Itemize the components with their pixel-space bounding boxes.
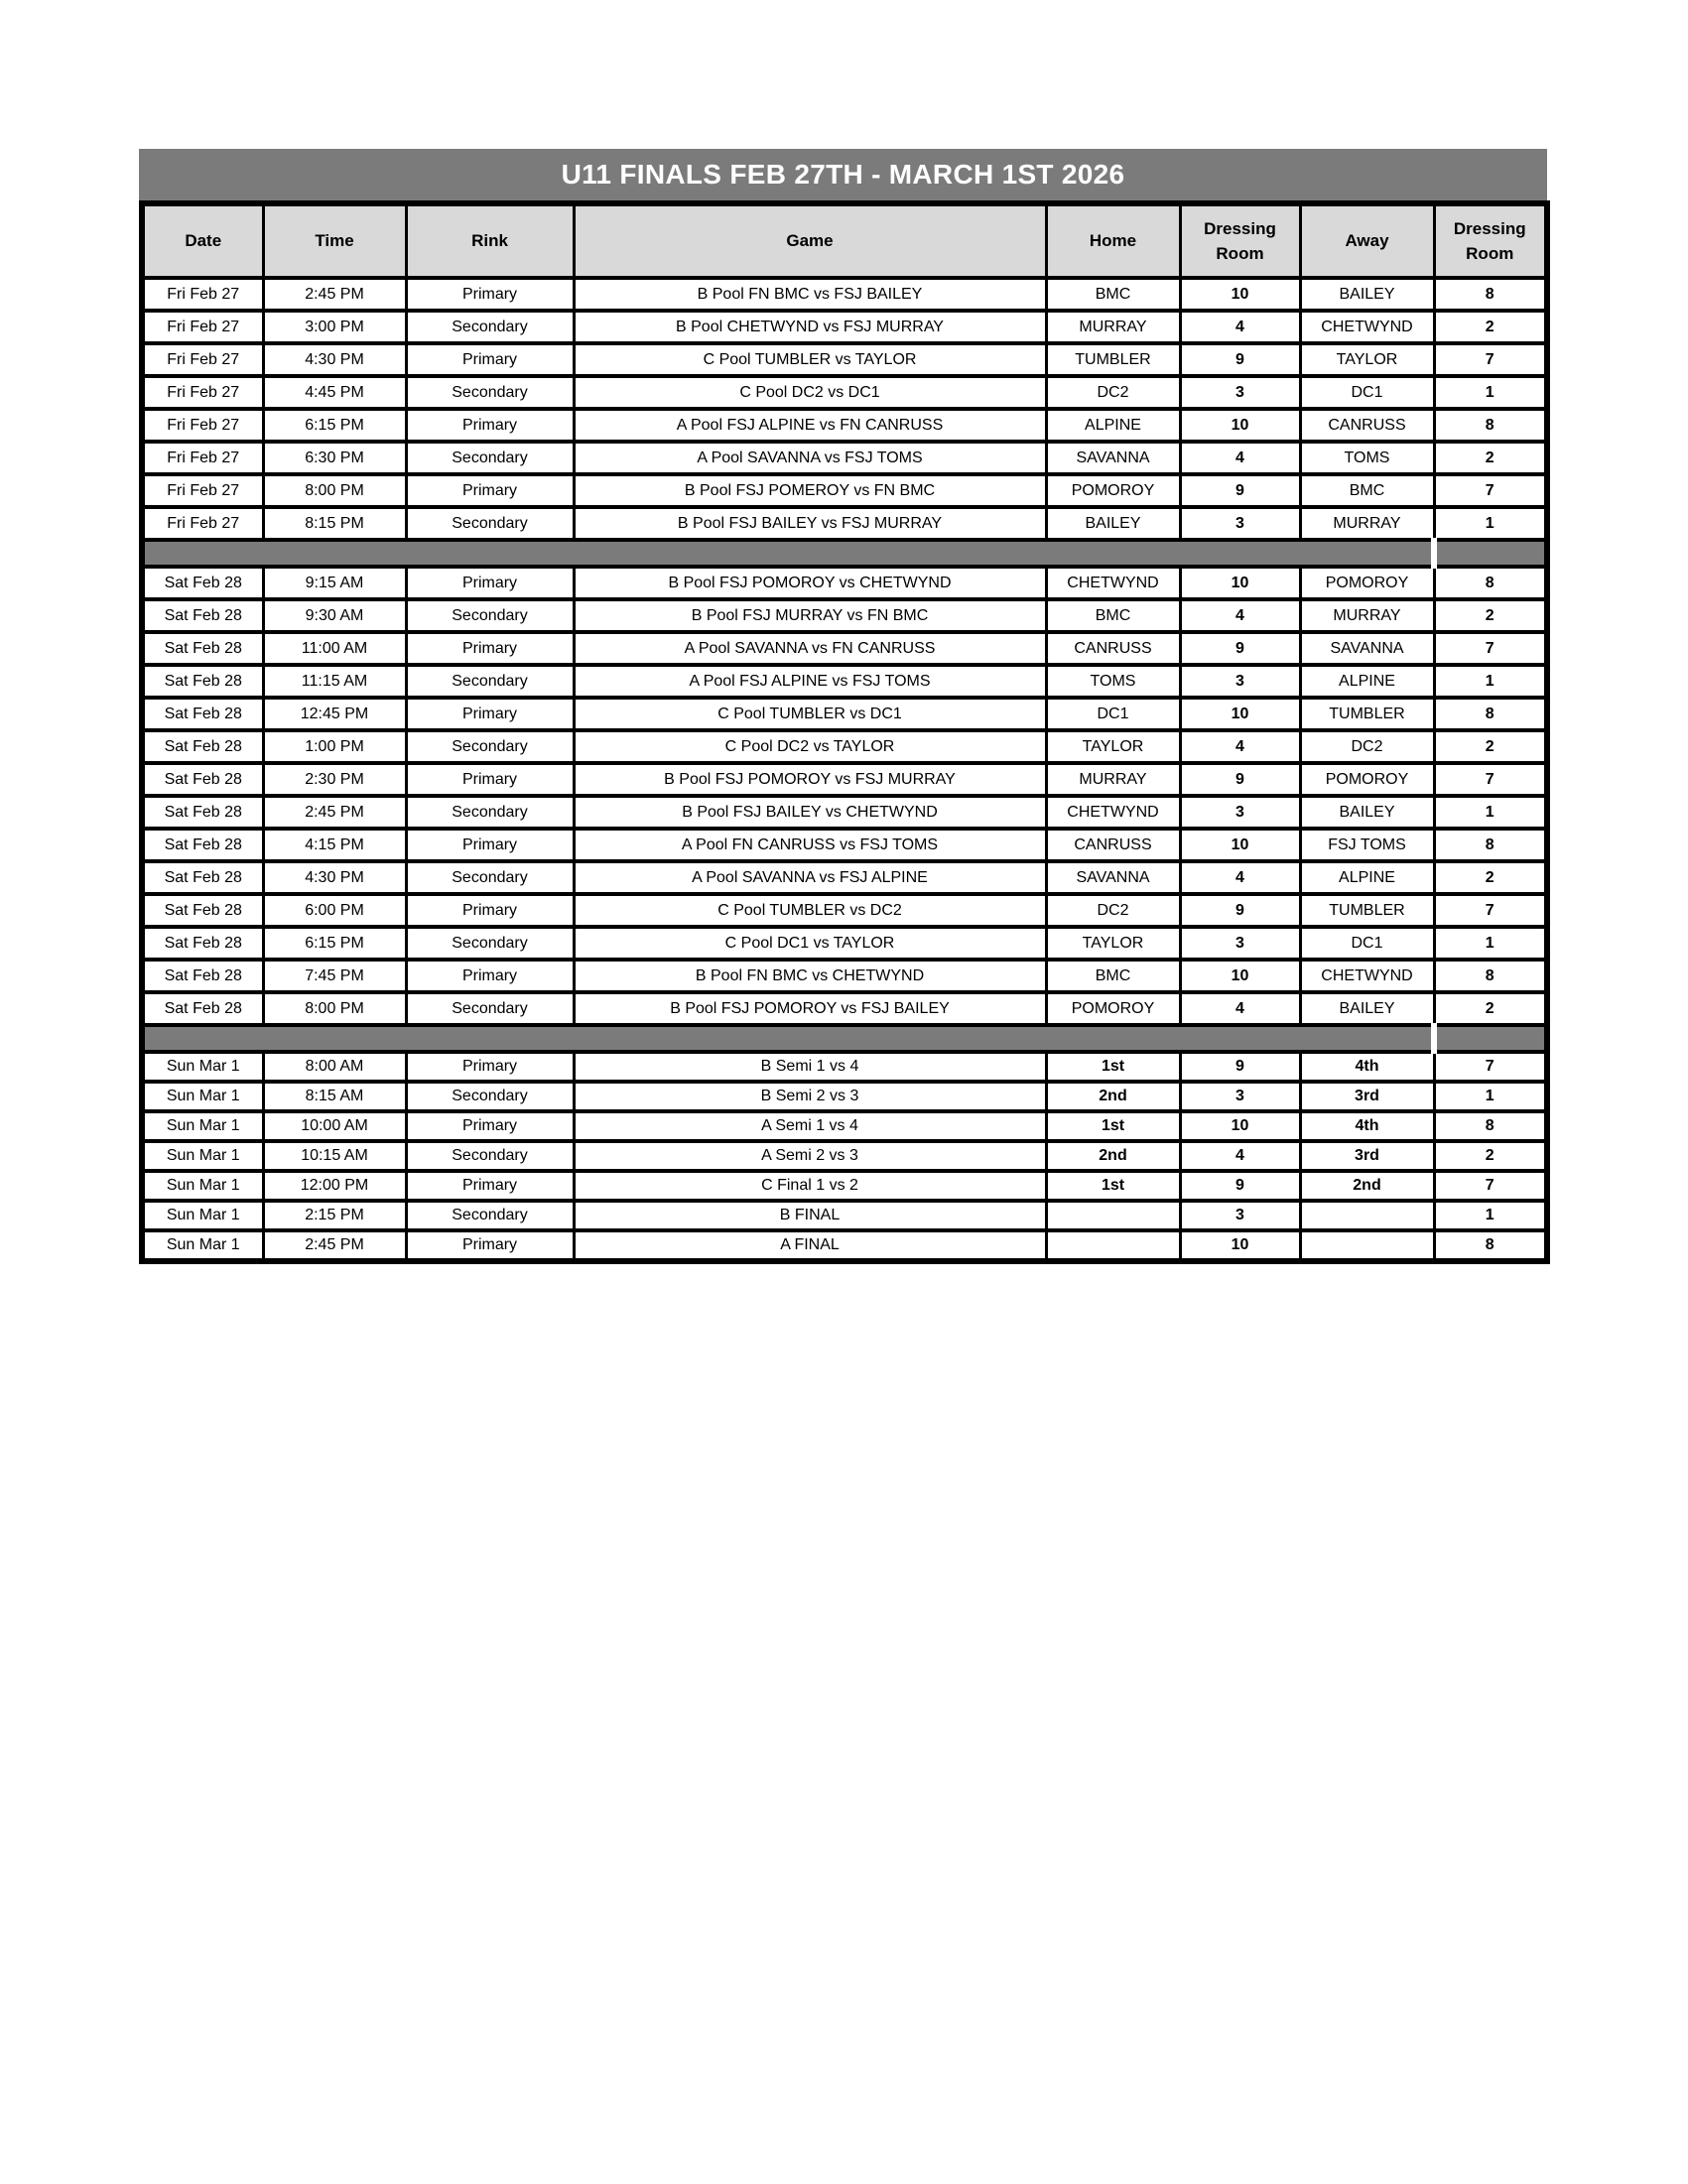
cell-game: B Pool FSJ BAILEY vs CHETWYND	[574, 796, 1046, 829]
cell-dressing-room-away: 2	[1434, 599, 1547, 632]
cell-away: DC1	[1300, 927, 1434, 960]
cell-time: 9:15 AM	[263, 567, 406, 599]
col-header-away: Away	[1300, 203, 1434, 278]
col-header-home: Home	[1046, 203, 1180, 278]
cell-time: 8:00 AM	[263, 1052, 406, 1082]
cell-dressing-room-away: 1	[1434, 1082, 1547, 1111]
cell-game: B Pool FN BMC vs CHETWYND	[574, 960, 1046, 992]
cell-dressing-room-away: 7	[1434, 1052, 1547, 1082]
cell-dressing-room-away: 2	[1434, 992, 1547, 1025]
cell-time: 12:45 PM	[263, 698, 406, 730]
cell-date: Sun Mar 1	[142, 1052, 263, 1082]
cell-dressing-room-home: 9	[1180, 763, 1300, 796]
cell-dressing-room-home: 4	[1180, 861, 1300, 894]
cell-date: Sun Mar 1	[142, 1230, 263, 1261]
cell-rink: Primary	[406, 567, 574, 599]
table-row	[142, 1111, 1547, 1141]
title-banner	[139, 149, 1547, 200]
cell-away: CHETWYND	[1300, 960, 1434, 992]
cell-time: 6:00 PM	[263, 894, 406, 927]
day-separator	[142, 540, 1547, 567]
cell-date: Sat Feb 28	[142, 665, 263, 698]
cell-time: 4:30 PM	[263, 343, 406, 376]
cell-dressing-room-home: 4	[1180, 311, 1300, 343]
cell-dressing-room-home: 4	[1180, 599, 1300, 632]
cell-time: 12:00 PM	[263, 1171, 406, 1201]
cell-away: SAVANNA	[1300, 632, 1434, 665]
cell-away: DC2	[1300, 730, 1434, 763]
cell-time: 7:45 PM	[263, 960, 406, 992]
table-row	[142, 861, 1547, 894]
cell-home: CANRUSS	[1046, 632, 1180, 665]
cell-home: 2nd	[1046, 1082, 1180, 1111]
table-row	[142, 1141, 1547, 1171]
cell-away: POMOROY	[1300, 763, 1434, 796]
cell-rink: Secondary	[406, 311, 574, 343]
cell-dressing-room-home: 4	[1180, 992, 1300, 1025]
col-header-dressing-room-away: Dressing Room	[1434, 203, 1547, 278]
cell-date: Sun Mar 1	[142, 1111, 263, 1141]
cell-dressing-room-home: 3	[1180, 507, 1300, 540]
cell-away: MURRAY	[1300, 599, 1434, 632]
col-header-date: Date	[142, 203, 263, 278]
cell-away: 3rd	[1300, 1082, 1434, 1111]
cell-dressing-room-away: 8	[1434, 409, 1547, 442]
cell-away: CANRUSS	[1300, 409, 1434, 442]
cell-date: Fri Feb 27	[142, 442, 263, 474]
cell-time: 4:15 PM	[263, 829, 406, 861]
cell-rink: Primary	[406, 343, 574, 376]
cell-away: ALPINE	[1300, 665, 1434, 698]
cell-home: ALPINE	[1046, 409, 1180, 442]
cell-game: C Pool TUMBLER vs DC1	[574, 698, 1046, 730]
cell-date: Sat Feb 28	[142, 861, 263, 894]
cell-home: CANRUSS	[1046, 829, 1180, 861]
table-row	[142, 442, 1547, 474]
cell-date: Fri Feb 27	[142, 376, 263, 409]
cell-home: BMC	[1046, 278, 1180, 311]
cell-date: Sun Mar 1	[142, 1171, 263, 1201]
day-separator-bar-end	[1434, 1025, 1547, 1052]
cell-date: Fri Feb 27	[142, 409, 263, 442]
cell-rink: Primary	[406, 698, 574, 730]
cell-time: 2:45 PM	[263, 796, 406, 829]
cell-game: C Pool TUMBLER vs DC2	[574, 894, 1046, 927]
table-row	[142, 409, 1547, 442]
cell-dressing-room-home: 3	[1180, 1201, 1300, 1230]
cell-time: 2:30 PM	[263, 763, 406, 796]
cell-time: 2:15 PM	[263, 1201, 406, 1230]
cell-dressing-room-away: 1	[1434, 376, 1547, 409]
cell-date: Fri Feb 27	[142, 474, 263, 507]
table-row	[142, 311, 1547, 343]
cell-game: A Pool FN CANRUSS vs FSJ TOMS	[574, 829, 1046, 861]
cell-rink: Secondary	[406, 1201, 574, 1230]
header-row	[142, 203, 1547, 278]
cell-home: BAILEY	[1046, 507, 1180, 540]
cell-dressing-room-away: 1	[1434, 507, 1547, 540]
cell-date: Sat Feb 28	[142, 960, 263, 992]
col-header-time: Time	[263, 203, 406, 278]
cell-date: Sat Feb 28	[142, 632, 263, 665]
cell-game: B Pool FN BMC vs FSJ BAILEY	[574, 278, 1046, 311]
cell-away: CHETWYND	[1300, 311, 1434, 343]
table-row	[142, 665, 1547, 698]
cell-dressing-room-away: 1	[1434, 1201, 1547, 1230]
cell-time: 10:00 AM	[263, 1111, 406, 1141]
cell-game: B Pool FSJ POMEROY vs FN BMC	[574, 474, 1046, 507]
cell-away: 3rd	[1300, 1141, 1434, 1171]
cell-dressing-room-home: 10	[1180, 278, 1300, 311]
cell-away: BAILEY	[1300, 992, 1434, 1025]
cell-game: A Pool FSJ ALPINE vs FN CANRUSS	[574, 409, 1046, 442]
cell-dressing-room-home: 10	[1180, 829, 1300, 861]
cell-game: B Pool CHETWYND vs FSJ MURRAY	[574, 311, 1046, 343]
cell-game: A Pool SAVANNA vs FSJ TOMS	[574, 442, 1046, 474]
cell-away: TUMBLER	[1300, 698, 1434, 730]
cell-dressing-room-home: 3	[1180, 665, 1300, 698]
cell-rink: Primary	[406, 1230, 574, 1261]
cell-time: 6:15 PM	[263, 927, 406, 960]
cell-time: 8:15 PM	[263, 507, 406, 540]
cell-time: 11:00 AM	[263, 632, 406, 665]
cell-game: B Semi 1 vs 4	[574, 1052, 1046, 1082]
cell-game: B Semi 2 vs 3	[574, 1082, 1046, 1111]
cell-game: B Pool FSJ POMOROY vs CHETWYND	[574, 567, 1046, 599]
cell-rink: Primary	[406, 278, 574, 311]
cell-rink: Primary	[406, 409, 574, 442]
cell-game: B Pool FSJ POMOROY vs FSJ MURRAY	[574, 763, 1046, 796]
cell-rink: Secondary	[406, 507, 574, 540]
cell-time: 11:15 AM	[263, 665, 406, 698]
cell-rink: Secondary	[406, 1082, 574, 1111]
cell-home: TAYLOR	[1046, 730, 1180, 763]
cell-rink: Secondary	[406, 665, 574, 698]
cell-home: POMOROY	[1046, 992, 1180, 1025]
cell-home: BMC	[1046, 599, 1180, 632]
cell-date: Sat Feb 28	[142, 730, 263, 763]
cell-dressing-room-home: 9	[1180, 1052, 1300, 1082]
cell-time: 2:45 PM	[263, 1230, 406, 1261]
cell-date: Fri Feb 27	[142, 343, 263, 376]
table-row	[142, 1230, 1547, 1261]
cell-time: 9:30 AM	[263, 599, 406, 632]
table-row	[142, 763, 1547, 796]
table-row	[142, 1201, 1547, 1230]
day-separator-bar	[142, 540, 1434, 567]
cell-rink: Secondary	[406, 796, 574, 829]
cell-away: ALPINE	[1300, 861, 1434, 894]
cell-time: 6:30 PM	[263, 442, 406, 474]
cell-home: DC1	[1046, 698, 1180, 730]
cell-date: Sun Mar 1	[142, 1082, 263, 1111]
cell-rink: Secondary	[406, 927, 574, 960]
cell-home: CHETWYND	[1046, 567, 1180, 599]
cell-home: 1st	[1046, 1052, 1180, 1082]
cell-game: B Pool FSJ POMOROY vs FSJ BAILEY	[574, 992, 1046, 1025]
cell-rink: Primary	[406, 632, 574, 665]
cell-rink: Secondary	[406, 730, 574, 763]
cell-date: Sat Feb 28	[142, 567, 263, 599]
cell-date: Sat Feb 28	[142, 698, 263, 730]
cell-away: 2nd	[1300, 1171, 1434, 1201]
cell-dressing-room-away: 1	[1434, 927, 1547, 960]
cell-away: POMOROY	[1300, 567, 1434, 599]
day-separator-bar	[142, 1025, 1434, 1052]
cell-rink: Primary	[406, 829, 574, 861]
cell-home: SAVANNA	[1046, 861, 1180, 894]
col-header-dressing-room-home: Dressing Room	[1180, 203, 1300, 278]
col-header-game: Game	[574, 203, 1046, 278]
cell-dressing-room-home: 3	[1180, 376, 1300, 409]
table-row	[142, 343, 1547, 376]
cell-dressing-room-away: 7	[1434, 474, 1547, 507]
cell-game: C Final 1 vs 2	[574, 1171, 1046, 1201]
cell-home: DC2	[1046, 376, 1180, 409]
cell-away: TOMS	[1300, 442, 1434, 474]
cell-dressing-room-away: 2	[1434, 1141, 1547, 1171]
cell-game: A Pool FSJ ALPINE vs FSJ TOMS	[574, 665, 1046, 698]
table-row	[142, 927, 1547, 960]
table-row	[142, 796, 1547, 829]
cell-dressing-room-away: 8	[1434, 960, 1547, 992]
cell-rink: Primary	[406, 894, 574, 927]
cell-date: Sat Feb 28	[142, 927, 263, 960]
cell-rink: Secondary	[406, 992, 574, 1025]
cell-game: B FINAL	[574, 1201, 1046, 1230]
cell-dressing-room-home: 10	[1180, 409, 1300, 442]
cell-date: Fri Feb 27	[142, 507, 263, 540]
cell-date: Sun Mar 1	[142, 1201, 263, 1230]
cell-dressing-room-away: 8	[1434, 1111, 1547, 1141]
page-title: U11 FINALS FEB 27TH - MARCH 1ST 2026	[561, 159, 1125, 190]
cell-dressing-room-home: 10	[1180, 960, 1300, 992]
cell-home: 2nd	[1046, 1141, 1180, 1171]
cell-dressing-room-home: 9	[1180, 894, 1300, 927]
table-row	[142, 1171, 1547, 1201]
cell-date: Sat Feb 28	[142, 894, 263, 927]
cell-away: 4th	[1300, 1052, 1434, 1082]
cell-rink: Secondary	[406, 861, 574, 894]
cell-dressing-room-home: 10	[1180, 567, 1300, 599]
cell-game: C Pool TUMBLER vs TAYLOR	[574, 343, 1046, 376]
cell-dressing-room-home: 9	[1180, 1171, 1300, 1201]
cell-rink: Primary	[406, 763, 574, 796]
cell-time: 4:30 PM	[263, 861, 406, 894]
cell-home	[1046, 1230, 1180, 1261]
cell-game: B Pool FSJ MURRAY vs FN BMC	[574, 599, 1046, 632]
cell-dressing-room-away: 8	[1434, 567, 1547, 599]
cell-away: 4th	[1300, 1111, 1434, 1141]
cell-dressing-room-home: 3	[1180, 927, 1300, 960]
table-row	[142, 960, 1547, 992]
cell-dressing-room-away: 2	[1434, 311, 1547, 343]
cell-game: B Pool FSJ BAILEY vs FSJ MURRAY	[574, 507, 1046, 540]
cell-dressing-room-home: 10	[1180, 1230, 1300, 1261]
cell-time: 2:45 PM	[263, 278, 406, 311]
table-row	[142, 992, 1547, 1025]
cell-home: TAYLOR	[1046, 927, 1180, 960]
cell-home: TOMS	[1046, 665, 1180, 698]
table-row	[142, 1052, 1547, 1082]
cell-dressing-room-home: 4	[1180, 1141, 1300, 1171]
cell-dressing-room-away: 7	[1434, 894, 1547, 927]
day-separator-bar-end	[1434, 540, 1547, 567]
table-row	[142, 278, 1547, 311]
cell-away: BAILEY	[1300, 796, 1434, 829]
col-header-rink: Rink	[406, 203, 574, 278]
table-row	[142, 567, 1547, 599]
cell-home: 1st	[1046, 1171, 1180, 1201]
cell-date: Sat Feb 28	[142, 992, 263, 1025]
cell-rink: Primary	[406, 1171, 574, 1201]
cell-rink: Secondary	[406, 442, 574, 474]
cell-home: POMOROY	[1046, 474, 1180, 507]
cell-away	[1300, 1201, 1434, 1230]
schedule-table	[139, 200, 1550, 1264]
cell-time: 4:45 PM	[263, 376, 406, 409]
cell-dressing-room-home: 9	[1180, 343, 1300, 376]
cell-date: Sat Feb 28	[142, 763, 263, 796]
cell-away: DC1	[1300, 376, 1434, 409]
table-row	[142, 730, 1547, 763]
table-row	[142, 698, 1547, 730]
cell-dressing-room-away: 7	[1434, 632, 1547, 665]
cell-home: 1st	[1046, 1111, 1180, 1141]
cell-dressing-room-away: 1	[1434, 796, 1547, 829]
cell-away: MURRAY	[1300, 507, 1434, 540]
cell-home	[1046, 1201, 1180, 1230]
cell-rink: Primary	[406, 474, 574, 507]
table-row	[142, 1082, 1547, 1111]
cell-date: Fri Feb 27	[142, 278, 263, 311]
cell-rink: Primary	[406, 1052, 574, 1082]
cell-home: MURRAY	[1046, 311, 1180, 343]
cell-dressing-room-home: 9	[1180, 632, 1300, 665]
cell-date: Sun Mar 1	[142, 1141, 263, 1171]
cell-time: 8:00 PM	[263, 474, 406, 507]
table-row	[142, 894, 1547, 927]
cell-date: Sat Feb 28	[142, 599, 263, 632]
cell-dressing-room-home: 3	[1180, 796, 1300, 829]
cell-away: TUMBLER	[1300, 894, 1434, 927]
cell-game: A FINAL	[574, 1230, 1046, 1261]
cell-time: 8:00 PM	[263, 992, 406, 1025]
cell-dressing-room-away: 8	[1434, 1230, 1547, 1261]
cell-home: TUMBLER	[1046, 343, 1180, 376]
cell-home: DC2	[1046, 894, 1180, 927]
cell-game: A Pool SAVANNA vs FN CANRUSS	[574, 632, 1046, 665]
cell-game: A Semi 1 vs 4	[574, 1111, 1046, 1141]
cell-dressing-room-away: 8	[1434, 829, 1547, 861]
cell-date: Fri Feb 27	[142, 311, 263, 343]
cell-home: CHETWYND	[1046, 796, 1180, 829]
cell-dressing-room-away: 7	[1434, 343, 1547, 376]
cell-game: C Pool DC2 vs DC1	[574, 376, 1046, 409]
table-row	[142, 829, 1547, 861]
cell-away	[1300, 1230, 1434, 1261]
day-separator	[142, 1025, 1547, 1052]
table-row	[142, 376, 1547, 409]
cell-dressing-room-home: 3	[1180, 1082, 1300, 1111]
cell-dressing-room-away: 2	[1434, 442, 1547, 474]
schedule-table-container	[139, 149, 1547, 1264]
cell-dressing-room-home: 4	[1180, 442, 1300, 474]
cell-time: 3:00 PM	[263, 311, 406, 343]
cell-game: C Pool DC1 vs TAYLOR	[574, 927, 1046, 960]
cell-dressing-room-away: 1	[1434, 665, 1547, 698]
cell-away: TAYLOR	[1300, 343, 1434, 376]
cell-home: MURRAY	[1046, 763, 1180, 796]
cell-dressing-room-home: 4	[1180, 730, 1300, 763]
cell-date: Sat Feb 28	[142, 796, 263, 829]
cell-time: 10:15 AM	[263, 1141, 406, 1171]
cell-dressing-room-home: 10	[1180, 1111, 1300, 1141]
cell-dressing-room-away: 2	[1434, 861, 1547, 894]
cell-dressing-room-home: 9	[1180, 474, 1300, 507]
table-row	[142, 632, 1547, 665]
cell-dressing-room-away: 7	[1434, 1171, 1547, 1201]
cell-rink: Secondary	[406, 599, 574, 632]
cell-dressing-room-away: 8	[1434, 698, 1547, 730]
cell-rink: Primary	[406, 960, 574, 992]
cell-rink: Secondary	[406, 376, 574, 409]
cell-away: BAILEY	[1300, 278, 1434, 311]
cell-home: SAVANNA	[1046, 442, 1180, 474]
cell-game: A Semi 2 vs 3	[574, 1141, 1046, 1171]
cell-rink: Secondary	[406, 1141, 574, 1171]
cell-game: A Pool SAVANNA vs FSJ ALPINE	[574, 861, 1046, 894]
table-row	[142, 474, 1547, 507]
cell-away: FSJ TOMS	[1300, 829, 1434, 861]
table-row	[142, 507, 1547, 540]
cell-time: 6:15 PM	[263, 409, 406, 442]
cell-dressing-room-away: 8	[1434, 278, 1547, 311]
cell-rink: Primary	[406, 1111, 574, 1141]
cell-home: BMC	[1046, 960, 1180, 992]
cell-game: C Pool DC2 vs TAYLOR	[574, 730, 1046, 763]
cell-dressing-room-away: 2	[1434, 730, 1547, 763]
cell-dressing-room-home: 10	[1180, 698, 1300, 730]
cell-dressing-room-away: 7	[1434, 763, 1547, 796]
table-row	[142, 599, 1547, 632]
cell-time: 1:00 PM	[263, 730, 406, 763]
cell-time: 8:15 AM	[263, 1082, 406, 1111]
cell-away: BMC	[1300, 474, 1434, 507]
cell-date: Sat Feb 28	[142, 829, 263, 861]
